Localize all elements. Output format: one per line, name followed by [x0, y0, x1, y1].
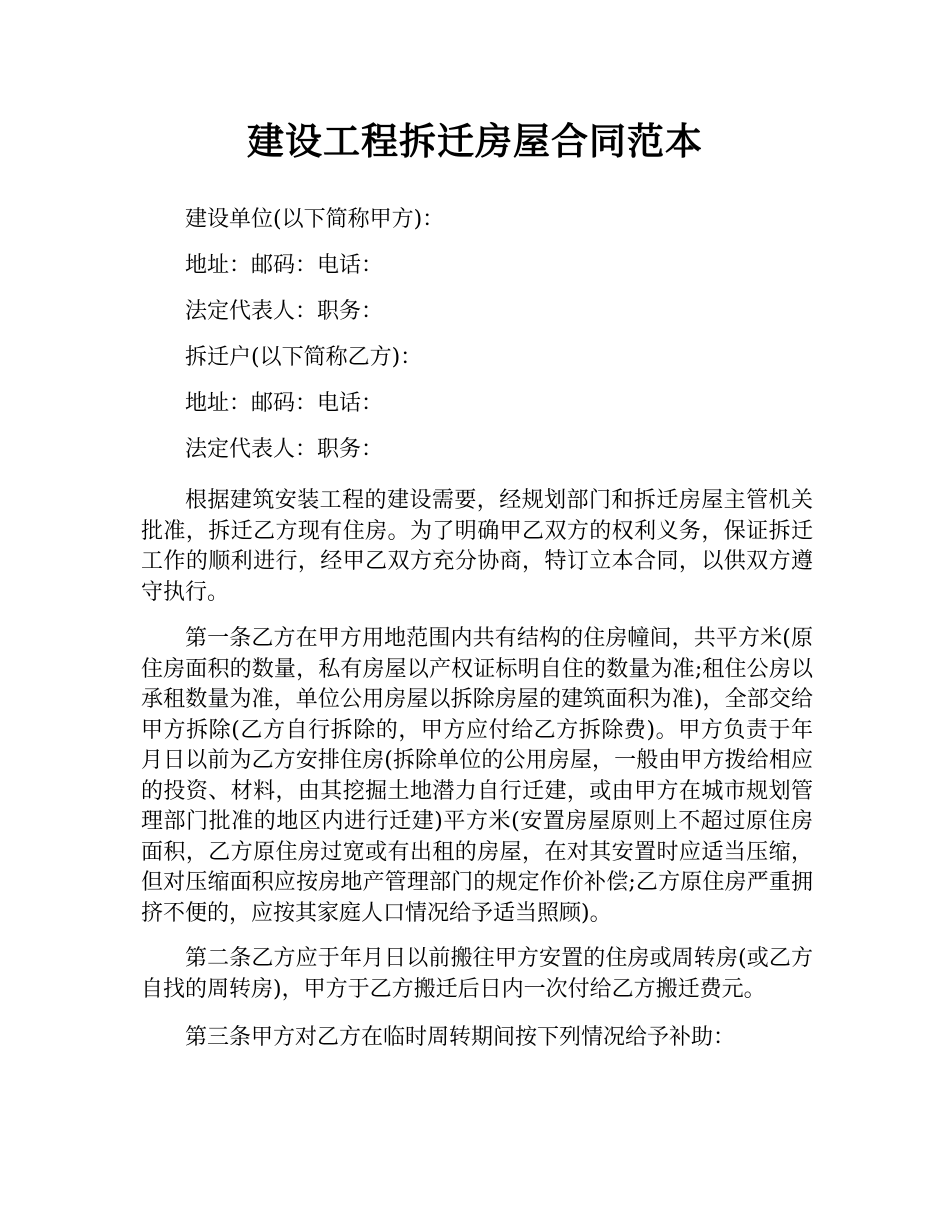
- article-3-paragraph: 第三条甲方对乙方在临时周转期间按下列情况给予补助：: [185, 1025, 736, 1050]
- document-body: [141, 197, 813, 1054]
- intro-paragraph: 根据建筑安装工程的建设需要，经规划部门和拆迁房屋主管机关批准，拆迁乙方现有住房。为了明确甲乙双方的权利义务，保证拆迁工作的顺利进行，经甲乙双方充分协商，特订立本合同，以供双方遵守执行。: [141, 488, 813, 605]
- party-a-address-line: 地址：邮码：电话：: [185, 253, 384, 278]
- party-b-representative-line: 法定代表人：职务：: [185, 437, 384, 462]
- party-b-address-line: 地址：邮码：电话：: [185, 391, 384, 416]
- party-a-representative-line: 法定代表人：职务：: [185, 299, 384, 324]
- party-b-household-label: 拆迁户(以下简称乙方)：: [185, 345, 423, 370]
- article-2-paragraph: 第二条乙方应于年月日以前搬往甲方安置的住房或周转房(或乙方自找的周转房)，甲方于乙方搬迁后日内一次付给乙方搬迁费元。: [141, 946, 813, 1002]
- document-title: 建设工程拆迁房屋合同范本: [247, 120, 703, 163]
- article-1-paragraph: 第一条乙方在甲方用地范围内共有结构的住房幢间，共平方米(原住房面积的数量，私有房屋以产权证标明自住的数量为准;租住公房以承租数量为准，单位公用房屋以拆除房屋的建筑面积为准)，全部交给甲方拆除(乙方自行拆除的，甲方应付给乙方拆除费)。甲方负责于年月日以前为乙方安排住房(拆除单位的公用房屋，一般由甲方拨给相应的投资、材料，由其挖掘土地潜力自行迁建，或由甲方在城市规划管理部门批准的地区内进行迁建)平方米(安置房屋原则上不超过原住房面积，乙方原住房过宽或有出租的房屋，在对其安置时应适当压缩，但对压缩面积应按房地产管理部门的规定作价补偿;乙方原住房严重拥挤不便的，应按其家庭人口情况给予适当照顾)。: [141, 626, 813, 926]
- party-a-unit-label: 建设单位(以下简称甲方)：: [185, 207, 445, 232]
